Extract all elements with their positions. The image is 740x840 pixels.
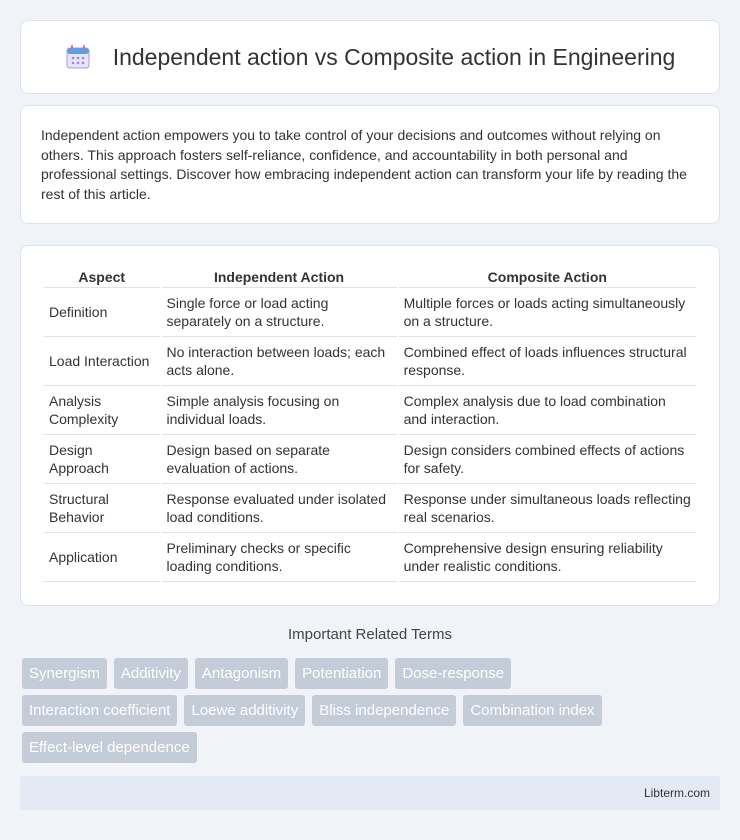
column-header: Aspect bbox=[44, 266, 160, 288]
independent-cell: Single force or load acting separately on a structure. bbox=[162, 288, 397, 337]
aspect-cell: Definition bbox=[44, 288, 160, 337]
table-row bbox=[44, 288, 696, 337]
composite-cell: Design considers combined effects of actions for safety. bbox=[399, 435, 696, 484]
comparison-table-card bbox=[20, 245, 720, 606]
aspect-cell: Structural Behavior bbox=[44, 484, 160, 533]
independent-cell: No interaction between loads; each acts alone. bbox=[162, 337, 397, 386]
related-terms-title: Important Related Terms bbox=[288, 626, 452, 643]
table-row bbox=[44, 435, 696, 484]
page-title: Independent action vs Composite action in Engineering bbox=[112, 43, 676, 70]
composite-cell: Comprehensive design ensuring reliability under realistic conditions. bbox=[399, 533, 696, 582]
table-row bbox=[44, 533, 696, 582]
related-term-tag[interactable]: Additivity bbox=[114, 658, 188, 689]
related-term-tag[interactable]: Synergism bbox=[22, 658, 107, 689]
table-row bbox=[44, 484, 696, 533]
intro-card bbox=[20, 105, 720, 224]
calendar-icon bbox=[65, 44, 91, 70]
related-term-tag[interactable]: Antagonism bbox=[195, 658, 288, 689]
table-row bbox=[44, 386, 696, 435]
related-term-tag[interactable]: Dose-response bbox=[395, 658, 511, 689]
related-term-tag[interactable]: Interaction coefficient bbox=[22, 695, 177, 726]
footer bbox=[20, 776, 720, 810]
independent-cell: Response evaluated under isolated load conditions. bbox=[162, 484, 397, 533]
composite-cell: Combined effect of loads influences structural response. bbox=[399, 337, 696, 386]
related-term-tag[interactable]: Combination index bbox=[463, 695, 601, 726]
independent-cell: Design based on separate evaluation of actions. bbox=[162, 435, 397, 484]
footer-site-link[interactable]: Libterm.com bbox=[643, 786, 710, 800]
related-terms-list bbox=[22, 658, 722, 769]
aspect-cell: Application bbox=[44, 533, 160, 582]
aspect-cell: Design Approach bbox=[44, 435, 160, 484]
composite-cell: Multiple forces or loads acting simultaneously on a structure. bbox=[399, 288, 696, 337]
intro-text: Independent action empowers you to take control of your decisions and outcomes without relying on others. This approach fosters self-reliance, confidence, and accountability in both personal and professional settings. Discover how embracing independent action can transform your life by reading the rest of this article. bbox=[41, 127, 687, 202]
composite-cell: Complex analysis due to load combination and interaction. bbox=[399, 386, 696, 435]
column-header: Independent Action bbox=[162, 266, 397, 288]
related-term-tag[interactable]: Potentiation bbox=[295, 658, 388, 689]
related-term-tag[interactable]: Effect-level dependence bbox=[22, 732, 197, 763]
related-term-tag[interactable]: Bliss independence bbox=[312, 695, 456, 726]
comparison-table bbox=[42, 266, 698, 582]
table-row bbox=[44, 337, 696, 386]
related-term-tag[interactable]: Loewe additivity bbox=[184, 695, 305, 726]
header-card bbox=[20, 20, 720, 94]
composite-cell: Response under simultaneous loads reflecting real scenarios. bbox=[399, 484, 696, 533]
independent-cell: Preliminary checks or specific loading conditions. bbox=[162, 533, 397, 582]
aspect-cell: Analysis Complexity bbox=[44, 386, 160, 435]
table-header-row bbox=[44, 266, 696, 288]
independent-cell: Simple analysis focusing on individual loads. bbox=[162, 386, 397, 435]
column-header: Composite Action bbox=[399, 266, 696, 288]
aspect-cell: Load Interaction bbox=[44, 337, 160, 386]
